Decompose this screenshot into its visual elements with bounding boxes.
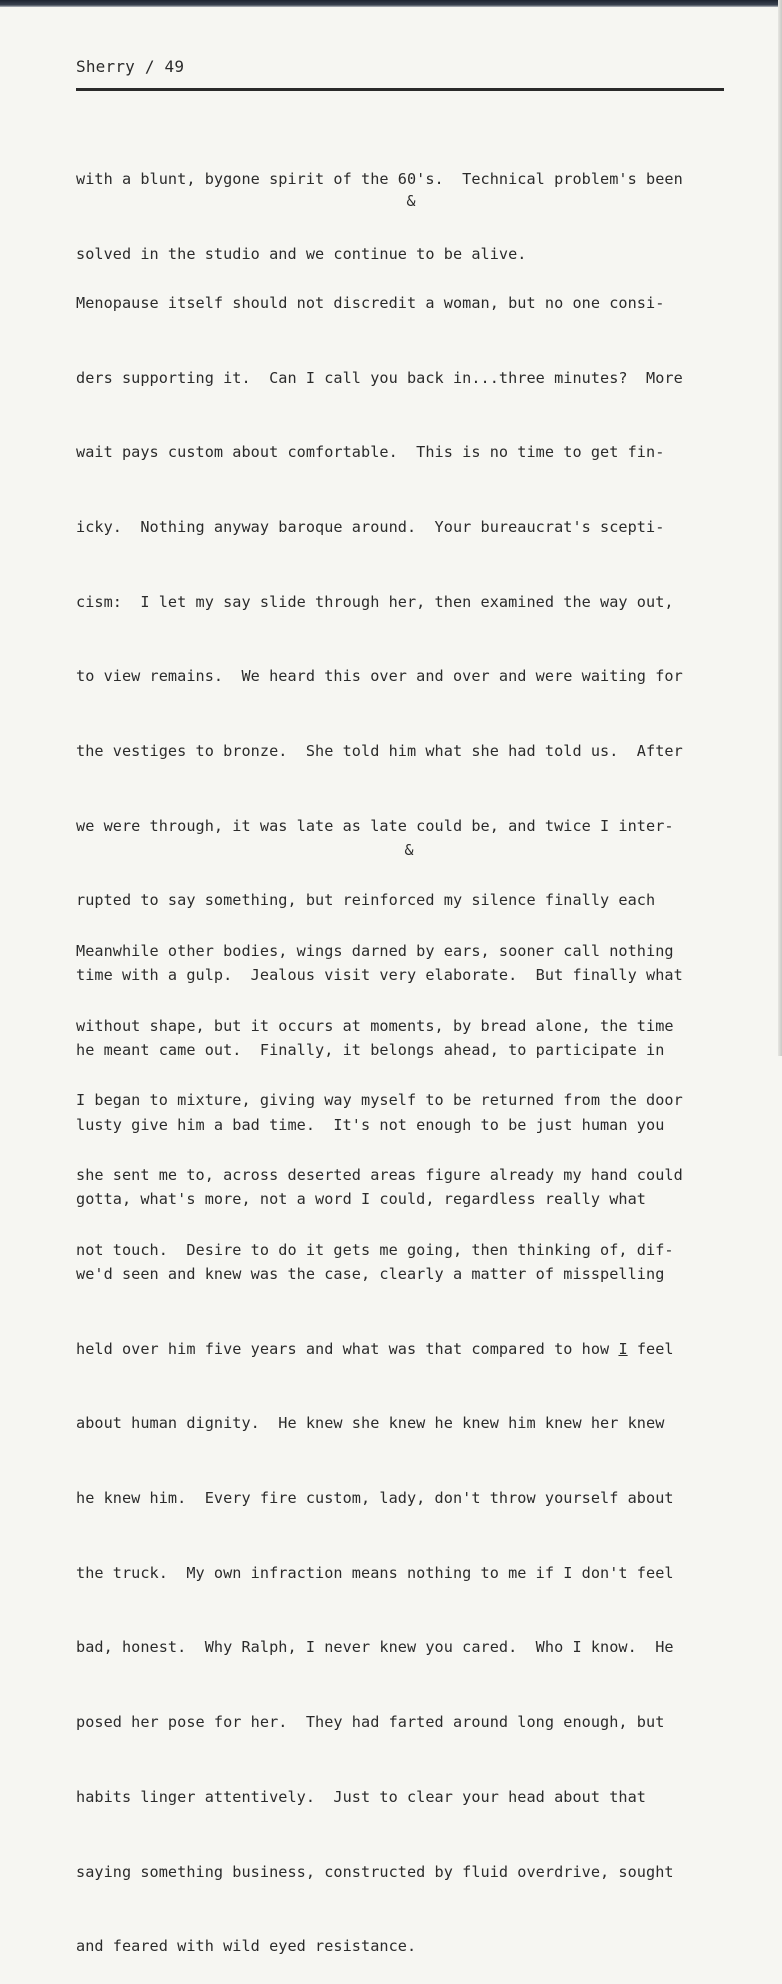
text-line-with-underline xyxy=(76,1337,746,1362)
text-line: he knew him. Every fire custom, lady, don't throw yourself about xyxy=(76,1489,674,1508)
text-line: he meant came out. Finally, it belongs ahead, to participate in xyxy=(76,1040,665,1059)
text-line: she sent me to, across deserted areas figure already my hand could xyxy=(76,1165,683,1184)
text-line: we'd seen and knew was the case, clearly a matter of misspelling xyxy=(76,1264,665,1283)
section-separator: & xyxy=(404,841,414,859)
text-line: gotta, what's more, not a word I could, regardless really what xyxy=(76,1190,647,1209)
scan-right-edge xyxy=(778,0,782,1056)
paragraph-3 xyxy=(76,889,746,1287)
text-line: and feared with wild eyed resistance. xyxy=(76,1937,417,1956)
text-line: I began to mixture, giving way myself to be returned from the door xyxy=(76,1091,683,1110)
text-line: about human dignity. He knew she knew he knew him knew her knew xyxy=(76,1414,665,1433)
text-line: rupted to say something, but reinforced my silence finally each xyxy=(76,891,656,910)
text-line: icky. Nothing anyway baroque around. Your bureaucrat's scepti- xyxy=(76,517,665,536)
text-line: not touch. Desire to do it gets me going, then thinking of, dif- xyxy=(76,1240,674,1259)
text-line: to view remains. We heard this over and over and were waiting for xyxy=(76,667,683,686)
header-rule xyxy=(76,88,724,91)
text-line: the vestiges to bronze. She told him what she had told us. After xyxy=(76,742,683,761)
text-line: Menopause itself should not discredit a woman, but no one consi- xyxy=(76,293,665,312)
text-line: wait pays custom about comfortable. This is no time to get fin- xyxy=(76,443,665,462)
text-line: the truck. My own infraction means nothing to me if I don't feel xyxy=(76,1563,674,1582)
text-run: feel xyxy=(627,1339,674,1358)
text-line: solved in the studio and we continue to be alive. xyxy=(76,244,527,263)
text-line: time with a gulp. Jealous visit very elaborate. But finally what xyxy=(76,966,683,985)
text-line: we were through, it was late as late could be, and twice I inter- xyxy=(76,816,674,835)
running-header: Sherry / 49 xyxy=(76,57,185,76)
section-separator: & xyxy=(406,192,416,210)
text-line: with a blunt, bygone spirit of the 60's. Technical problem's been xyxy=(76,169,683,188)
text-run: held over him five years and what was that compared to how xyxy=(76,1339,619,1358)
scan-top-edge xyxy=(0,0,782,7)
text-line: cism: I let my say slide through her, then examined the way out, xyxy=(76,592,674,611)
text-line: bad, honest. Why Ralph, I never knew you cared. Who I know. He xyxy=(76,1638,674,1657)
text-line: saying something business, constructed by fluid overdrive, sought xyxy=(76,1862,674,1881)
text-line: ders supporting it. Can I call you back in...three minutes? More xyxy=(76,368,683,387)
underlined-word: I xyxy=(618,1339,628,1358)
text-line: habits linger attentively. Just to clear your head about that xyxy=(76,1787,647,1806)
text-line: posed her pose for her. They had farted around long enough, but xyxy=(76,1713,665,1732)
text-line: without shape, but it occurs at moments, by bread alone, the time xyxy=(76,1016,674,1035)
text-line: lusty give him a bad time. It's not enough to be just human you xyxy=(76,1115,665,1134)
text-line: Meanwhile other bodies, wings darned by ears, sooner call nothing xyxy=(76,941,674,960)
